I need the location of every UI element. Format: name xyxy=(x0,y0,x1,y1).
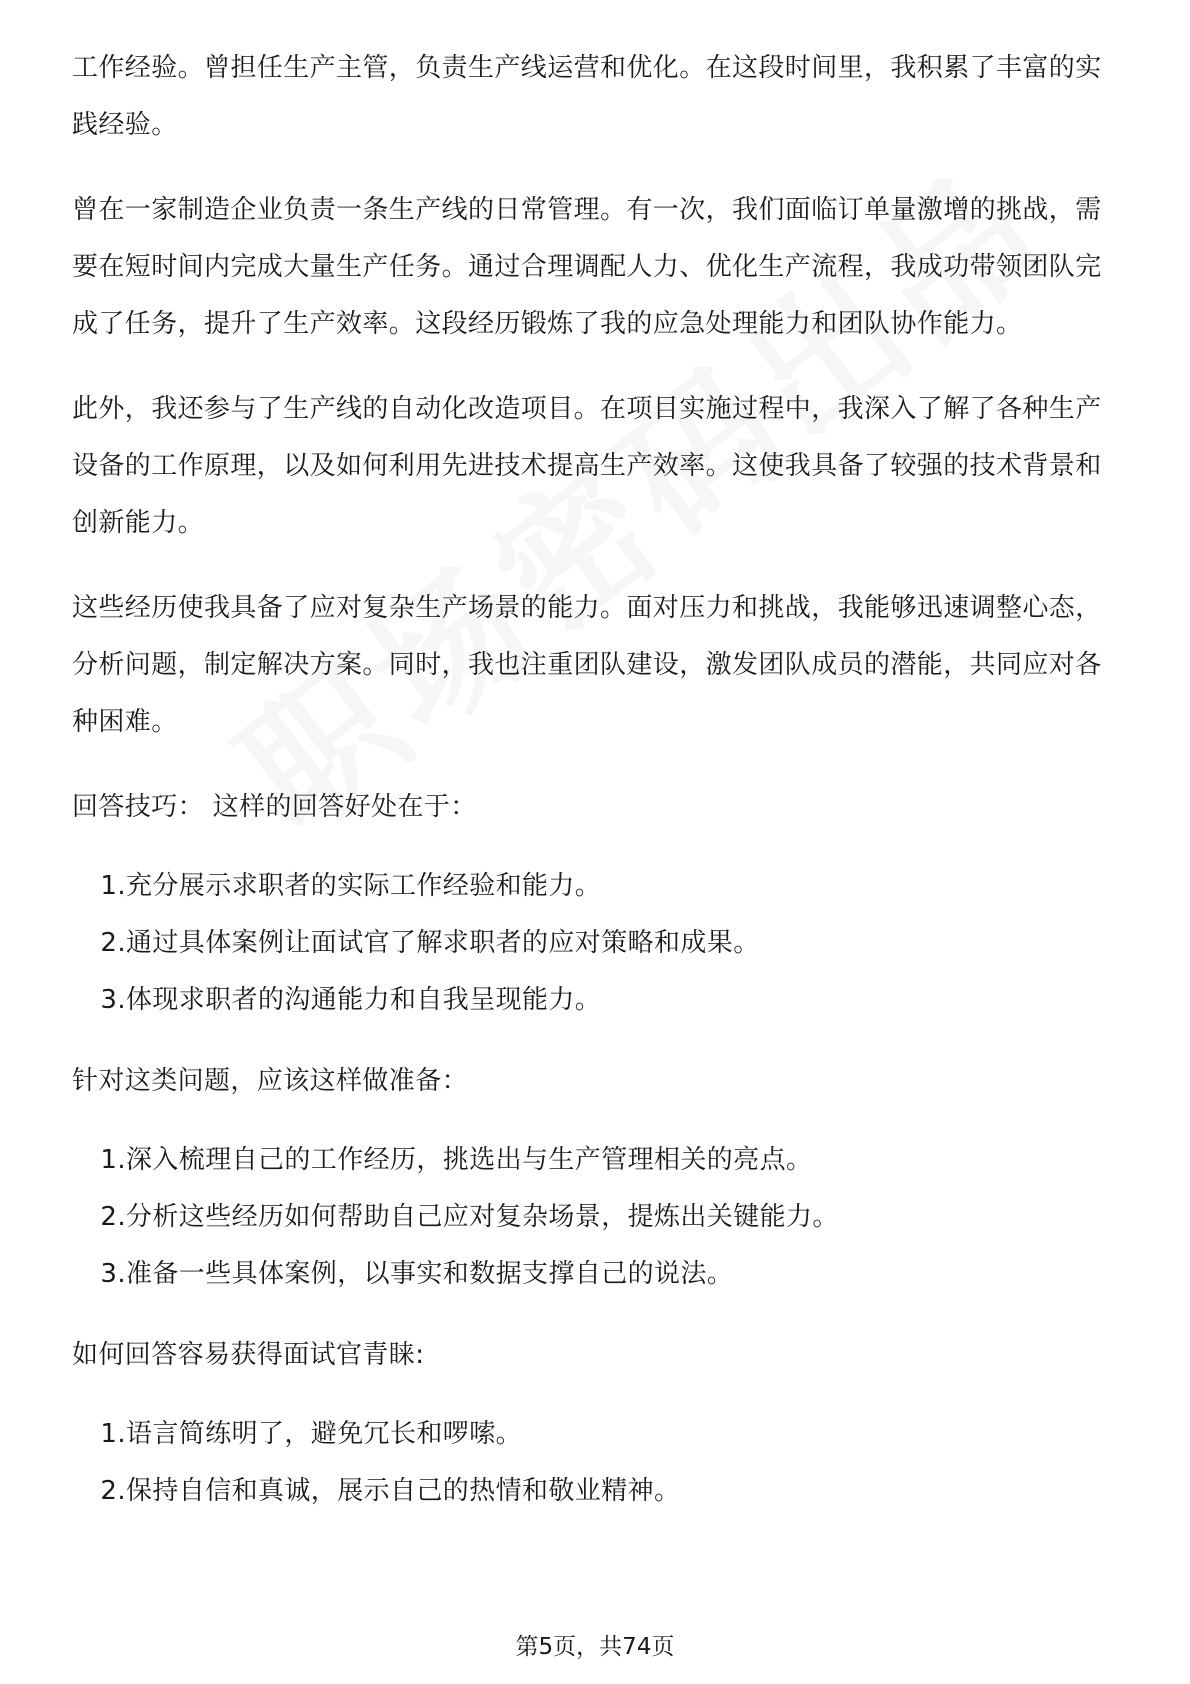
list-item xyxy=(72,972,1118,1029)
list-item xyxy=(72,1132,1118,1189)
list-text: 语言简练明了，避免冗长和啰嗦。 xyxy=(126,1419,523,1449)
list-text: 体现求职者的沟通能力和自我呈现能力。 xyxy=(126,985,602,1015)
list-text: 深入梳理自己的工作经历，挑选出与生产管理相关的亮点。 xyxy=(126,1145,813,1175)
list-number: 2. xyxy=(100,928,126,958)
document-page xyxy=(72,40,1118,1544)
list-number: 3. xyxy=(100,985,126,1015)
page-footer: 第5页，共74页 xyxy=(515,1634,675,1660)
paragraph: 工作经验。曾担任生产主管，负责生产线运营和优化。在这段时间里，我积累了丰富的实践经验。 xyxy=(72,53,1102,140)
list-number: 1. xyxy=(100,1419,126,1449)
list-item xyxy=(72,858,1118,915)
section-heading: 回答技巧： 这样的回答好处在于： xyxy=(72,792,477,822)
paragraph: 曾在一家制造企业负责一条生产线的日常管理。有一次，我们面临订单量激增的挑战，需要在短时间内完成大量生产任务。通过合理调配人力、优化生产流程，我成功带领团队完成了任务，提升了生产效率。这段经历锻炼了我的应急处理能力和团队协作能力。 xyxy=(72,195,1102,339)
list-number: 1. xyxy=(100,871,126,901)
list-number: 1. xyxy=(100,1145,126,1175)
list-number: 3. xyxy=(100,1259,126,1289)
list-item xyxy=(72,1406,1118,1463)
list-text: 分析这些经历如何帮助自己应对复杂场景，提炼出关键能力。 xyxy=(126,1202,839,1232)
list-item xyxy=(72,1246,1118,1303)
list-text: 准备一些具体案例，以事实和数据支撑自己的说法。 xyxy=(126,1259,734,1289)
list-number: 2. xyxy=(100,1202,126,1232)
list-text: 充分展示求职者的实际工作经验和能力。 xyxy=(126,871,602,901)
paragraph: 这些经历使我具备了应对复杂生产场景的能力。面对压力和挑战，我能够迅速调整心态，分析问题，制定解决方案。同时，我也注重团队建设，激发团队成员的潜能，共同应对各种困难。 xyxy=(72,593,1102,737)
list-text: 通过具体案例让面试官了解求职者的应对策略和成果。 xyxy=(126,928,760,958)
list-number: 2. xyxy=(100,1476,126,1506)
numbered-list xyxy=(72,858,1118,1029)
numbered-list xyxy=(72,1132,1118,1303)
list-item xyxy=(72,1189,1118,1246)
numbered-list xyxy=(72,1406,1118,1520)
list-item xyxy=(72,1463,1118,1520)
section-heading: 针对这类问题，应该这样做准备： xyxy=(72,1066,469,1096)
list-item xyxy=(72,915,1118,972)
section-heading: 如何回答容易获得面试官青睐: xyxy=(72,1340,425,1370)
paragraph: 此外，我还参与了生产线的自动化改造项目。在项目实施过程中，我深入了解了各种生产设备的工作原理，以及如何利用先进技术提高生产效率。这使我具备了较强的技术背景和创新能力。 xyxy=(72,394,1102,538)
list-text: 保持自信和真诚，展示自己的热情和敬业精神。 xyxy=(126,1476,681,1506)
